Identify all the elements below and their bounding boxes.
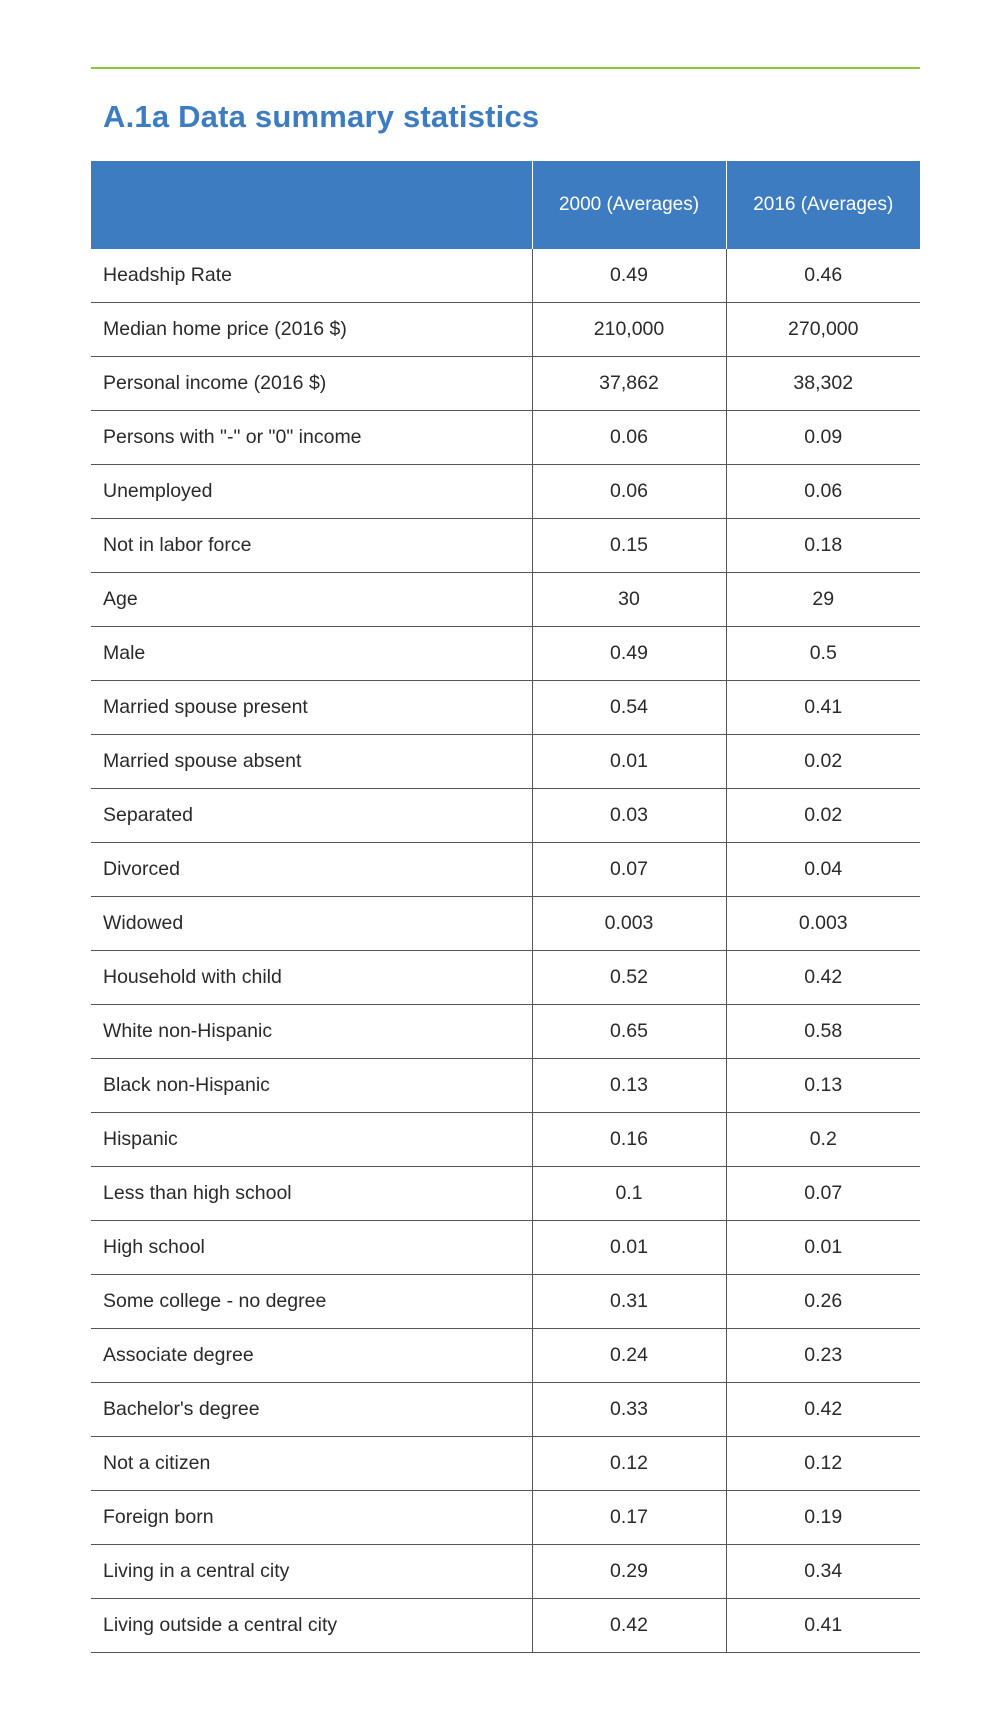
header-2000-column: 2000 (Averages) (532, 161, 726, 249)
header-label-column (91, 161, 532, 249)
row-label: Not in labor force (91, 519, 532, 573)
row-label: Divorced (91, 843, 532, 897)
value-2016: 0.41 (726, 1599, 920, 1653)
value-2016: 0.02 (726, 735, 920, 789)
value-2000: 0.01 (532, 735, 726, 789)
row-label: Living outside a central city (91, 1599, 532, 1653)
table-row (91, 1275, 920, 1329)
table-row (91, 1437, 920, 1491)
value-2000: 0.06 (532, 465, 726, 519)
value-2016: 0.58 (726, 1005, 920, 1059)
table-body (91, 249, 920, 1653)
table-row (91, 1167, 920, 1221)
value-2000: 0.16 (532, 1113, 726, 1167)
table-row (91, 1545, 920, 1599)
value-2000: 210,000 (532, 303, 726, 357)
value-2016: 29 (726, 573, 920, 627)
value-2016: 0.2 (726, 1113, 920, 1167)
value-2000: 0.13 (532, 1059, 726, 1113)
table-row (91, 789, 920, 843)
value-2000: 0.03 (532, 789, 726, 843)
value-2000: 0.07 (532, 843, 726, 897)
row-label: Married spouse absent (91, 735, 532, 789)
value-2016: 0.18 (726, 519, 920, 573)
value-2016: 0.13 (726, 1059, 920, 1113)
value-2000: 0.29 (532, 1545, 726, 1599)
row-label: Persons with "-" or "0" income (91, 411, 532, 465)
value-2016: 0.23 (726, 1329, 920, 1383)
table-row (91, 735, 920, 789)
value-2000: 37,862 (532, 357, 726, 411)
value-2016: 0.07 (726, 1167, 920, 1221)
value-2000: 0.12 (532, 1437, 726, 1491)
table-row (91, 897, 920, 951)
value-2000: 0.49 (532, 249, 726, 303)
value-2016: 0.02 (726, 789, 920, 843)
value-2016: 0.26 (726, 1275, 920, 1329)
table-row (91, 627, 920, 681)
row-label: Male (91, 627, 532, 681)
value-2016: 0.42 (726, 951, 920, 1005)
value-2016: 0.5 (726, 627, 920, 681)
table-row (91, 1599, 920, 1653)
value-2000: 0.42 (532, 1599, 726, 1653)
row-label: Living in a central city (91, 1545, 532, 1599)
row-label: Some college - no degree (91, 1275, 532, 1329)
table-row (91, 1059, 920, 1113)
value-2016: 0.06 (726, 465, 920, 519)
value-2016: 0.01 (726, 1221, 920, 1275)
table-row (91, 1383, 920, 1437)
value-2000: 0.15 (532, 519, 726, 573)
row-label: Black non-Hispanic (91, 1059, 532, 1113)
table-row (91, 1221, 920, 1275)
value-2016: 270,000 (726, 303, 920, 357)
summary-table (91, 161, 920, 1653)
row-label: Foreign born (91, 1491, 532, 1545)
table-row (91, 519, 920, 573)
value-2000: 0.49 (532, 627, 726, 681)
value-2016: 38,302 (726, 357, 920, 411)
value-2000: 0.24 (532, 1329, 726, 1383)
value-2000: 0.003 (532, 897, 726, 951)
table-row (91, 843, 920, 897)
value-2000: 0.52 (532, 951, 726, 1005)
value-2016: 0.003 (726, 897, 920, 951)
row-label: Median home price (2016 $) (91, 303, 532, 357)
value-2016: 0.34 (726, 1545, 920, 1599)
table-row (91, 1329, 920, 1383)
row-label: Bachelor's degree (91, 1383, 532, 1437)
row-label: Hispanic (91, 1113, 532, 1167)
header-row (91, 161, 920, 249)
row-label: Associate degree (91, 1329, 532, 1383)
row-label: Not a citizen (91, 1437, 532, 1491)
value-2000: 0.1 (532, 1167, 726, 1221)
header-2016-column: 2016 (Averages) (726, 161, 920, 249)
top-divider (91, 67, 920, 69)
value-2016: 0.04 (726, 843, 920, 897)
value-2016: 0.41 (726, 681, 920, 735)
row-label: Age (91, 573, 532, 627)
table-row (91, 303, 920, 357)
value-2016: 0.46 (726, 249, 920, 303)
table-header (91, 161, 920, 249)
value-2000: 0.01 (532, 1221, 726, 1275)
table-row (91, 951, 920, 1005)
row-label: Married spouse present (91, 681, 532, 735)
row-label: Widowed (91, 897, 532, 951)
value-2000: 0.06 (532, 411, 726, 465)
table-row (91, 1491, 920, 1545)
value-2000: 0.65 (532, 1005, 726, 1059)
value-2016: 0.42 (726, 1383, 920, 1437)
table-row (91, 249, 920, 303)
row-label: Household with child (91, 951, 532, 1005)
value-2000: 0.33 (532, 1383, 726, 1437)
row-label: Separated (91, 789, 532, 843)
row-label: Personal income (2016 $) (91, 357, 532, 411)
value-2000: 0.17 (532, 1491, 726, 1545)
table-row (91, 357, 920, 411)
value-2016: 0.19 (726, 1491, 920, 1545)
value-2016: 0.12 (726, 1437, 920, 1491)
row-label: Less than high school (91, 1167, 532, 1221)
table-row (91, 681, 920, 735)
table-row (91, 1113, 920, 1167)
row-label: White non-Hispanic (91, 1005, 532, 1059)
table-row (91, 1005, 920, 1059)
value-2000: 30 (532, 573, 726, 627)
row-label: Headship Rate (91, 249, 532, 303)
value-2000: 0.31 (532, 1275, 726, 1329)
value-2016: 0.09 (726, 411, 920, 465)
table-row (91, 465, 920, 519)
row-label: Unemployed (91, 465, 532, 519)
row-label: High school (91, 1221, 532, 1275)
value-2000: 0.54 (532, 681, 726, 735)
page-title: A.1a Data summary statistics (103, 99, 540, 134)
table-row (91, 573, 920, 627)
table-row (91, 411, 920, 465)
